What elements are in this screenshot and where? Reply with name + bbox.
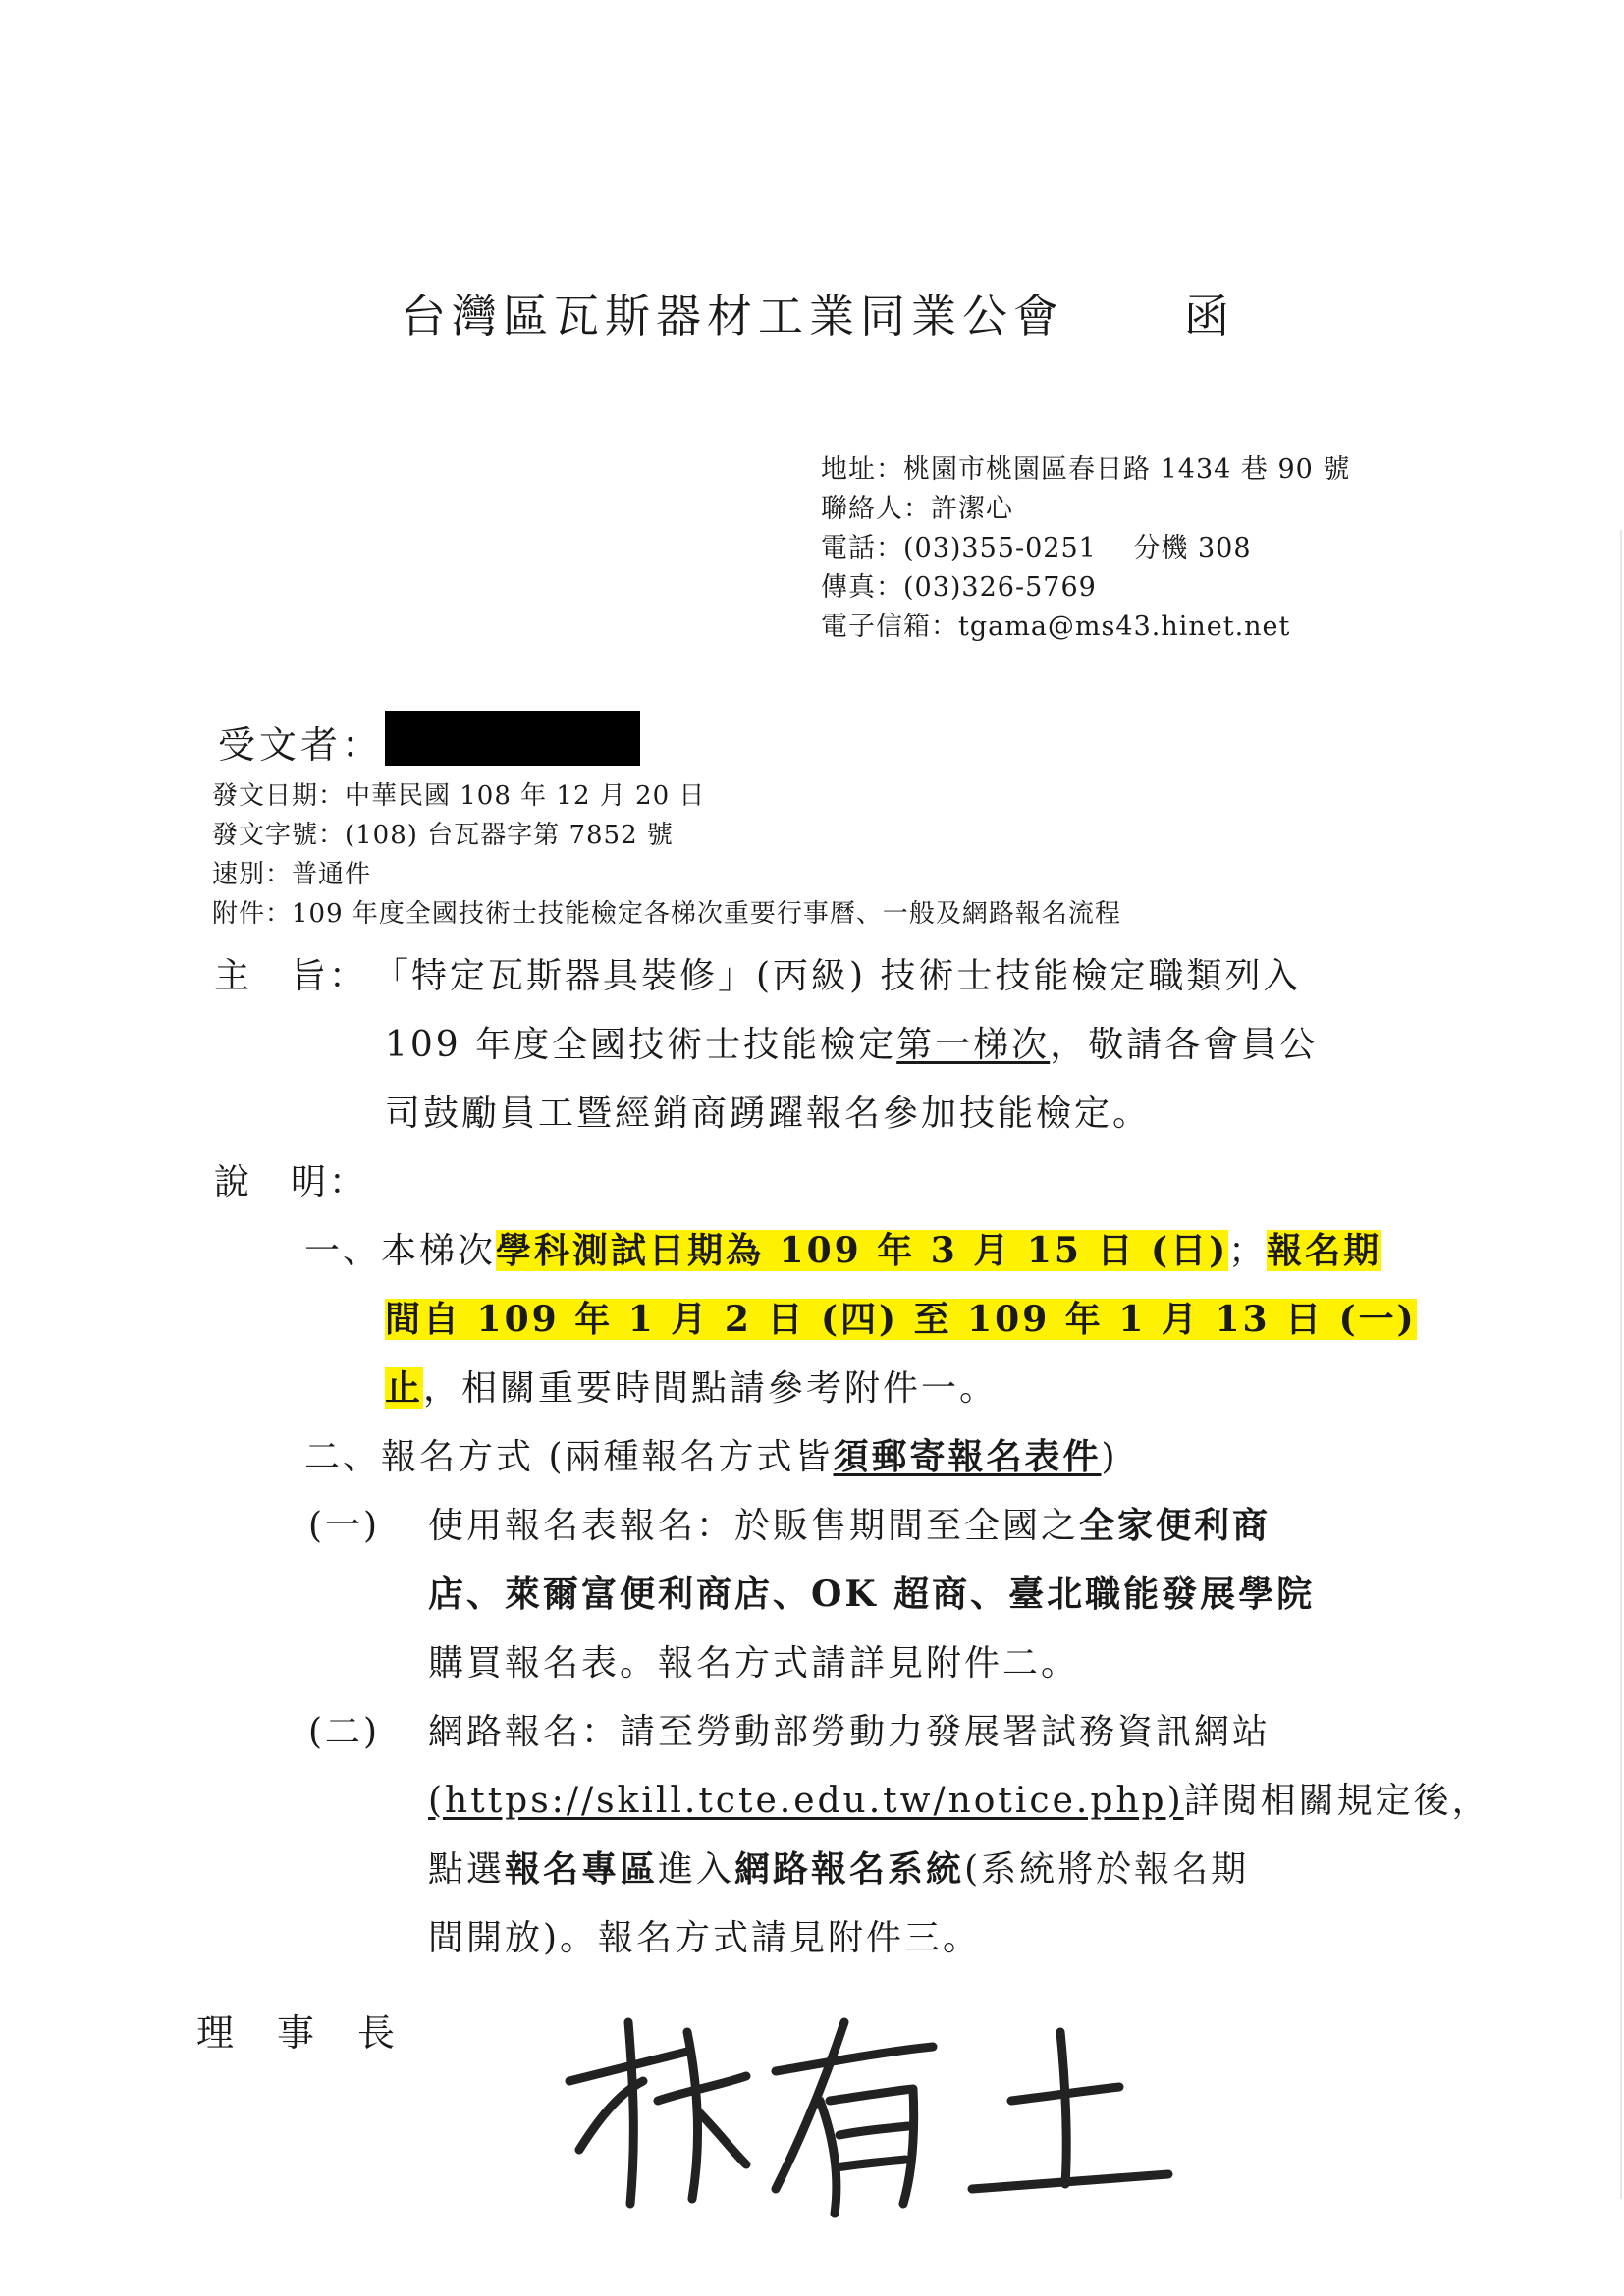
item2-line: 二、報名方式 (兩種報名方式皆須郵寄報名表件): [304, 1436, 1118, 1477]
sub2-line-2: (https://skill.tcte.edu.tw/notice.php)詳閱相關規定後，: [428, 1781, 1490, 1821]
subject-line-2: 109 年度全國技術士技能檢定第一梯次，敬請各會員公: [385, 1025, 1319, 1065]
issue-date: 發文日期：中華民國 108 年 12 月 20 日: [212, 781, 706, 811]
speed-class: 速別：普通件: [212, 860, 372, 889]
subject-line-1: 「特定瓦斯器具裝修」(丙級) 技術士技能檢定職類列入: [373, 956, 1302, 996]
recipient-label: 受文者：: [218, 723, 384, 767]
sub1-marker: (一): [308, 1506, 381, 1546]
doc-type: 函: [1184, 290, 1229, 343]
item1-line-2: 間自 109 年 1 月 2 日 (四) 至 109 年 1 月 13 日 (一): [385, 1299, 1417, 1340]
first-batch-underlined: 第一梯次: [896, 1025, 1051, 1065]
fax: 傳真：(03)326-5769: [821, 572, 1097, 603]
recipient-redacted: [385, 711, 640, 766]
handwritten-signature: [550, 1993, 1178, 2218]
sub1-line-3: 購買報名表。報名方式請詳見附件二。: [428, 1643, 1080, 1683]
chairman-title: 理 事 長: [196, 2011, 399, 2055]
item1-line-1: 一、本梯次學科測試日期為 109 年 3 月 15 日 (日)；報名期: [304, 1230, 1382, 1271]
doc-number: 發文字號：(108) 台瓦器字第 7852 號: [212, 821, 674, 850]
attachment-line: 附件：109 年度全國技術士技能檢定各梯次重要行事曆、一般及網路報名流程: [212, 899, 1121, 929]
sub2-line-4: 間開放)。報名方式請見附件三。: [428, 1918, 982, 1958]
address: 地址：桃園市桃園區春日路 1434 巷 90 號: [821, 454, 1351, 485]
phone: 電話：(03)355-0251 分機 308: [821, 533, 1252, 563]
sub1-line-1: 使用報名表報名：於販售期間至全國之全家便利商: [428, 1505, 1272, 1546]
sub2-marker: (二): [308, 1712, 381, 1752]
subject-line-3: 司鼓勵員工暨經銷商踴躍報名參加技能檢定。: [385, 1094, 1152, 1134]
registration-period-highlight: 報名期: [1267, 1230, 1382, 1271]
sub2-line-1: 網路報名：請至勞動部勞動力發展署試務資訊網站: [428, 1712, 1272, 1752]
sub1-line-2: 店、萊爾富便利商店、OK 超商、臺北職能發展學院: [428, 1574, 1316, 1615]
sub2-line-3: 點選報名專區進入網路報名系統(系統將於報名期: [428, 1848, 1250, 1890]
skill-website-link[interactable]: (https://skill.tcte.edu.tw/notice.php): [428, 1781, 1184, 1821]
scan-edge-line: [1620, 530, 1622, 2199]
exam-date-highlight: 學科測試日期為 109 年 3 月 15 日 (日): [496, 1230, 1229, 1271]
item1-line-3: 止，相關重要時間點請參考附件一。: [385, 1367, 999, 1409]
email: 電子信箱：tgama@ms43.hinet.net: [821, 612, 1291, 642]
must-mail-forms: 須郵寄報名表件: [833, 1436, 1102, 1477]
subject-label: 主 旨：: [214, 956, 368, 996]
contact-person: 聯絡人：許潔心: [821, 494, 1013, 524]
explanation-label: 說 明：: [214, 1162, 368, 1202]
org-title: 台灣區瓦斯器材工業同業公會: [401, 290, 1064, 343]
